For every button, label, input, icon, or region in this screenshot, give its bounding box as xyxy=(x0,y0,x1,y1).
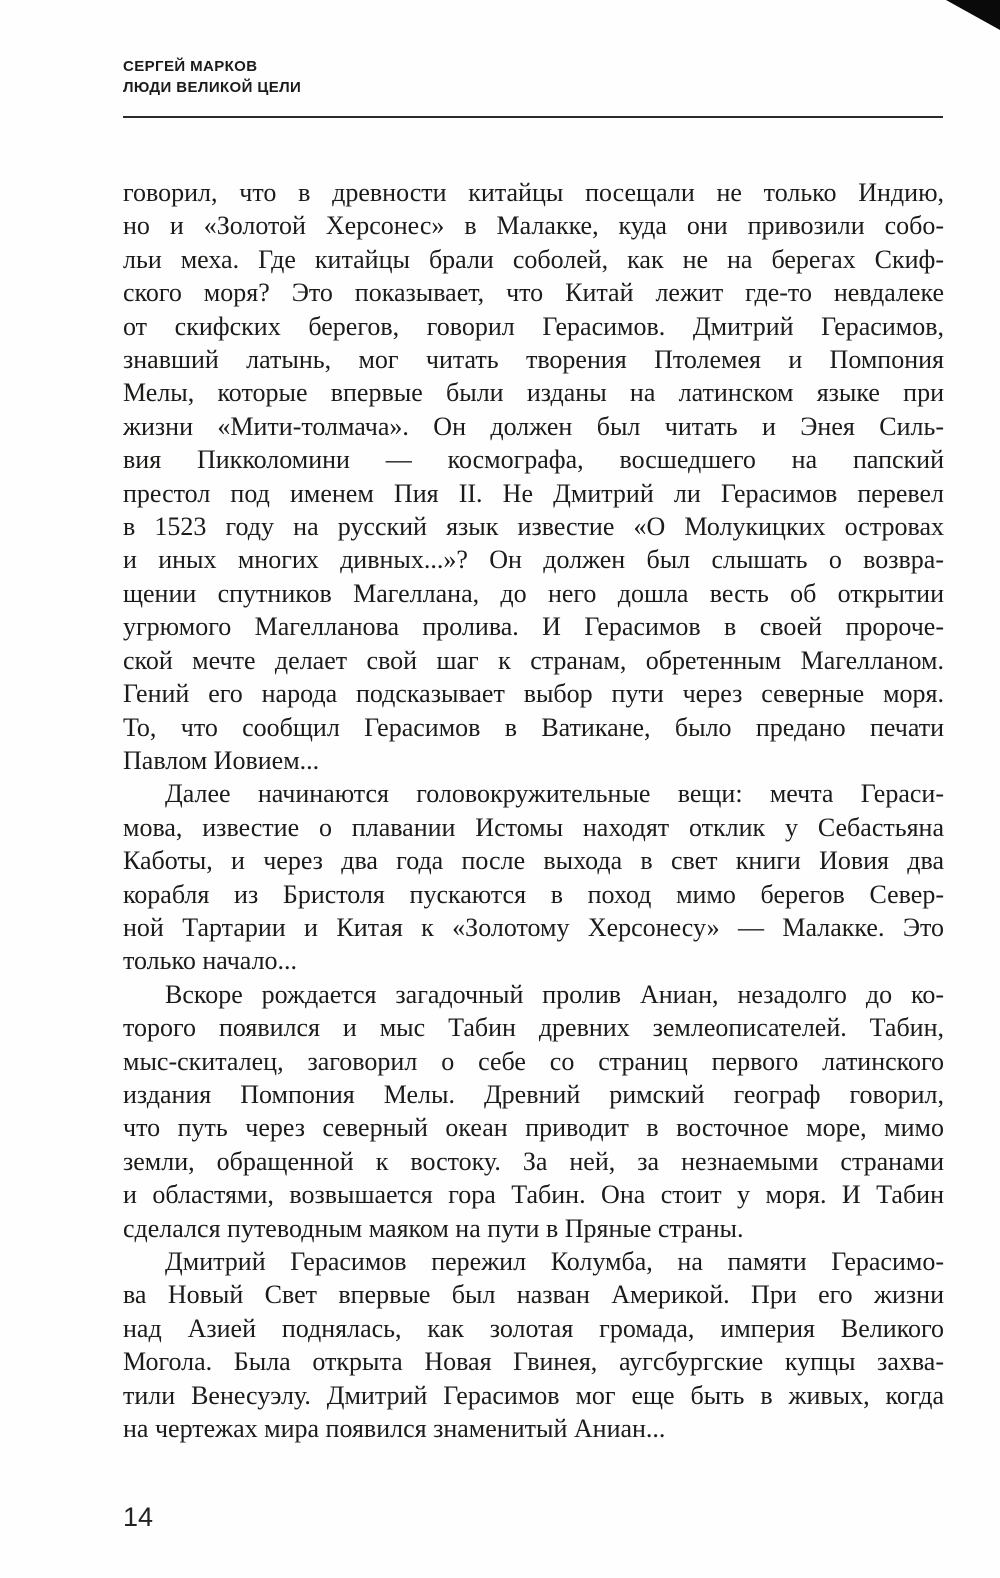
paragraph xyxy=(123,978,944,1245)
text-line: щении спутников Магеллана, до него дошла весть об открытии xyxy=(123,578,944,608)
running-head xyxy=(123,56,301,98)
paragraph xyxy=(123,1245,944,1445)
text-line: и иных многих дивных...»? Он должен был слышать о возвра- xyxy=(123,545,944,575)
paragraph xyxy=(123,176,944,777)
text-line: Могола. Была открыта Новая Гвинея, аугсбургские купцы захва- xyxy=(123,1347,944,1377)
text-line: льи меха. Где китайцы брали соболей, как не на берегах Скиф- xyxy=(123,244,944,274)
text-line: в 1523 году на русский язык известие «О Молукицких островах xyxy=(123,512,944,542)
running-head-author: СЕРГЕЙ МАРКОВ xyxy=(123,58,258,75)
text-line: ской мечте делает свой шаг к странам, обретенным Магелланом. xyxy=(123,645,944,675)
text-line: от скифских берегов, говорил Герасимов. Дмитрий Герасимов, xyxy=(123,311,944,341)
text-line: жизни «Мити-толмача». Он должен был читать и Энея Силь- xyxy=(123,411,944,441)
text-line: престол под именем Пия II. Не Дмитрий ли Герасимов перевел xyxy=(123,478,944,508)
text-line: Гений его народа подсказывает выбор пути через северные моря. xyxy=(123,679,944,709)
scan-corner-artifact xyxy=(946,0,1000,30)
text-line: тили Венесуэлу. Дмитрий Герасимов мог еще быть в живых, когда xyxy=(123,1380,944,1410)
running-head-book-title: ЛЮДИ ВЕЛИКОЙ ЦЕЛИ xyxy=(123,79,302,96)
text-line: То, что сообщил Герасимов в Ватикане, было предано печати xyxy=(123,712,944,742)
body-text xyxy=(123,176,944,1445)
text-line: ной Тартарии и Китая к «Золотому Херсонесу» — Малакке. Это xyxy=(123,912,944,942)
paragraph xyxy=(123,777,944,977)
text-line: ва Новый Свет впервые был назван Америкой. При его жизни xyxy=(123,1280,944,1310)
page-number: 14 xyxy=(123,1502,154,1532)
text-line: Дмитрий Герасимов пережил Колумба, на памяти Герасимо- xyxy=(165,1247,944,1276)
text-line: Вскоре рождается загадочный пролив Аниан, незадолго до ко- xyxy=(165,979,944,1009)
text-line: торого появился и мыс Табин древних землеописателей. Табин, xyxy=(123,1013,944,1043)
text-line: Мелы, которые впервые были изданы на латинском языке при xyxy=(123,378,944,408)
text-line: угрюмого Магелланова пролива. И Герасимов в своей пророче- xyxy=(123,612,944,642)
text-line: и областями, возвышается гора Табин. Она стоит у моря. И Табин xyxy=(123,1180,944,1210)
text-line: что путь через северный океан приводит в восточное море, мимо xyxy=(123,1113,944,1143)
text-line: мыс-скиталец, заговорил о себе со страниц первого латинского xyxy=(123,1046,944,1076)
text-line: вия Пикколомини — космографа, восшедшего на папский xyxy=(123,445,944,475)
text-line: на чертежах мира появился знаменитый Аниан... xyxy=(123,1414,666,1444)
text-line: только начало... xyxy=(123,946,298,976)
text-line: знавший латынь, мог читать творения Птолемея и Помпония xyxy=(123,345,944,375)
text-line: сделался путеводным маяком на пути в Пряные страны. xyxy=(123,1213,744,1243)
text-line: издания Помпония Мелы. Древний римский географ говорил, xyxy=(123,1079,944,1109)
text-line: Каботы, и через два года после выхода в свет книги Иовия два xyxy=(123,846,944,876)
text-line: земли, обращенной к востоку. За ней, за незнаемыми странами xyxy=(123,1146,944,1176)
text-line: Павлом Иовием... xyxy=(123,745,320,775)
text-line: над Азией поднялась, как золотая громада, империя Великого xyxy=(123,1313,944,1343)
text-line: говорил, что в древности китайцы посещали не только Индию, xyxy=(123,178,944,207)
text-line: мова, известие о плавании Истомы находят отклик у Себастьяна xyxy=(123,812,944,842)
text-line: но и «Золотой Херсонес» в Малакке, куда они привозили собо- xyxy=(123,211,944,241)
text-line: ского моря? Это показывает, что Китай лежит где-то невдалеке xyxy=(123,278,944,308)
text-line: Далее начинаются головокружительные вещи: мечта Гераси- xyxy=(165,779,944,809)
text-line: корабля из Бристоля пускаются в поход мимо берегов Север- xyxy=(123,879,944,909)
header-rule xyxy=(123,116,943,118)
